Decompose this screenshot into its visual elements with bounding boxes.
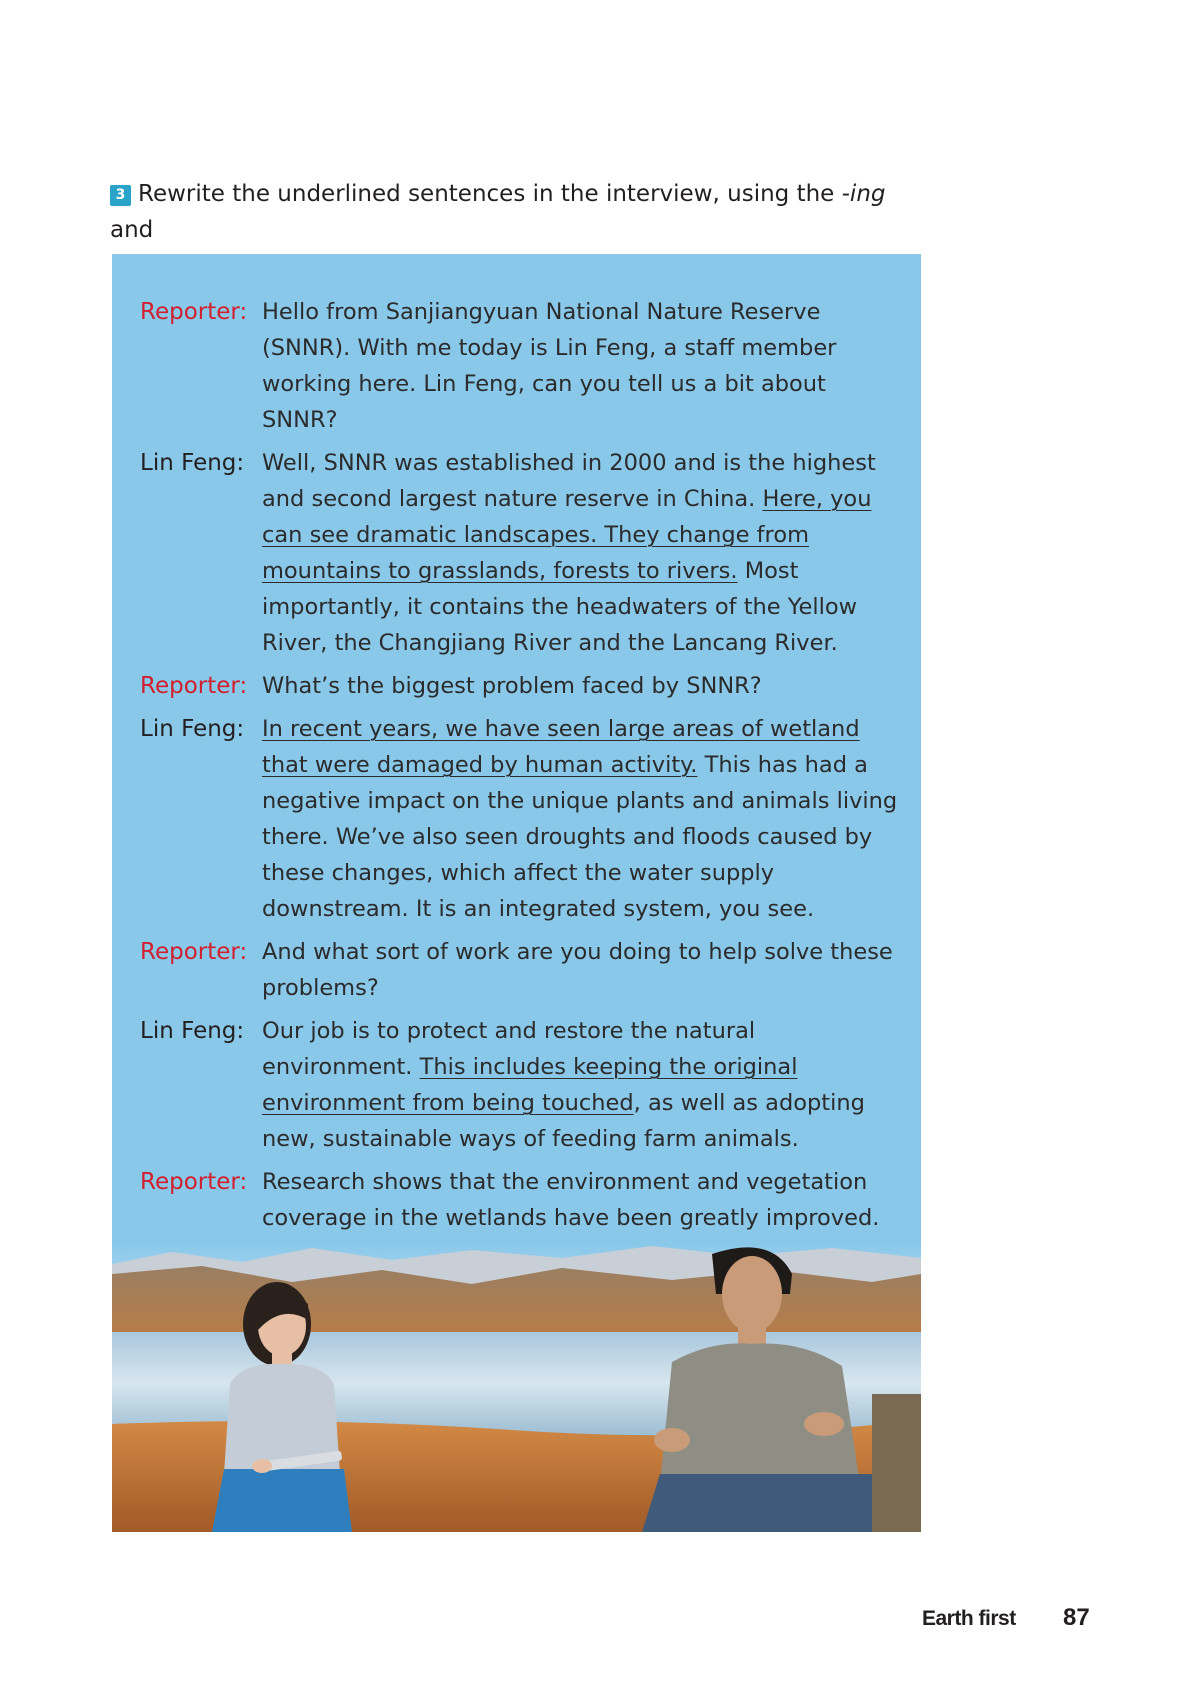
speech-text: [262, 1013, 900, 1157]
dialogue-turn: [140, 1013, 900, 1157]
speaker-reporter: Reporter:: [140, 299, 248, 325]
speech-part: Research shows that the environment and vegetation coverage in the wetlands have been greatly improved.: [262, 1169, 880, 1231]
dialogue-turn: [140, 445, 900, 661]
instruction-ing: -ing: [841, 181, 886, 207]
speech-text: [262, 445, 900, 661]
speech-text: What’s the biggest problem faced by SNNR?: [262, 673, 762, 699]
underlined-sentence: In recent years, we have seen large areas of wetland that were damaged by human activity.: [262, 716, 860, 778]
speaker-reporter: Reporter:: [140, 1169, 248, 1195]
page-number: 87: [1063, 1604, 1090, 1631]
speech-text: And what sort of work are you doing to help solve these problems?: [262, 939, 893, 1001]
interview-dialogue: [140, 294, 900, 1279]
speech-part: Our job is to protect and restore the natural environment.: [262, 1018, 756, 1080]
speech-part: , as well as adopting new, sustainable ways of feeding farm animals.: [262, 1090, 865, 1152]
footer-section-title: Earth first: [922, 1607, 1016, 1630]
speech-part: Well, SNNR was established in 2000 and is the highest and second largest nature reserve in China.: [262, 450, 876, 512]
speech-text: Hello from Sanjiangyuan National Nature Reserve (SNNR). With me today is Lin Feng, a staff member working here. Lin Feng, can you tell us a bit about SNNR?: [262, 299, 837, 433]
dialogue-turn: [140, 711, 900, 927]
interview-scene-illustration: [112, 1244, 921, 1532]
speaker-lin-feng: Lin Feng:: [140, 450, 245, 476]
speech-text: [262, 711, 900, 927]
speaker-reporter: Reporter:: [140, 673, 248, 699]
speech-part: This has had a negative impact on the unique plants and animals living there. We’ve also seen droughts and floods caused by these changes, which affect the water supply downstream. It is an integrated system, you see.: [262, 752, 898, 922]
hills: [112, 1266, 921, 1339]
dialogue-turn: [140, 668, 900, 704]
exercise-number-badge: 3: [110, 185, 131, 206]
instruction-text-b: and: [110, 217, 154, 243]
instruction-text-a: Rewrite the underlined sentences in the interview, using the: [138, 181, 842, 207]
speaker-lin-feng: Lin Feng:: [140, 1018, 245, 1044]
speaker-reporter: Reporter:: [140, 939, 248, 965]
speaker-lin-feng: Lin Feng:: [140, 716, 245, 742]
speech-part: Most importantly, it contains the headwaters of the Yellow River, the Changjiang River and the Lancang River.: [262, 558, 858, 656]
interview-panel: [112, 254, 921, 1532]
underlined-sentence: This includes keeping the original environment from being touched: [262, 1054, 798, 1116]
dialogue-turn: [140, 934, 900, 1006]
dialogue-turn: [140, 294, 900, 438]
underlined-sentence: Here, you can see dramatic landscapes. They change from mountains to grasslands, forests to rivers.: [262, 486, 872, 584]
